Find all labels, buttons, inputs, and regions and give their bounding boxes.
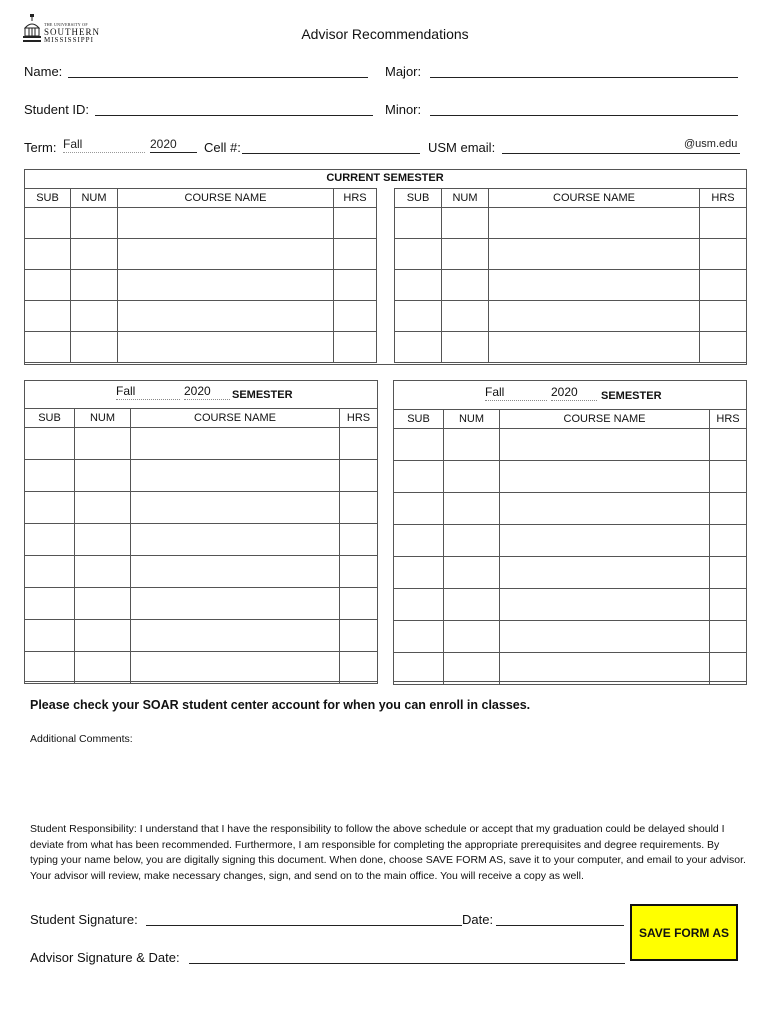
table-row[interactable] [394,525,747,557]
table-row[interactable] [395,239,747,270]
table-row[interactable] [25,208,377,239]
col-sub: SUB [394,410,444,429]
term-label: Term: [24,140,57,155]
advisor-signature-field[interactable] [189,949,625,964]
year-field[interactable]: 2020 [150,137,197,153]
table-row[interactable] [394,589,747,621]
table-row[interactable] [25,428,378,460]
name-field[interactable] [68,63,368,78]
student-id-field[interactable] [95,101,373,116]
comments-field[interactable] [30,750,742,810]
table-row[interactable] [25,652,378,684]
table-row[interactable] [395,332,747,363]
table-row[interactable] [25,524,378,556]
col-course-name: COURSE NAME [489,189,700,208]
responsibility-text: Student Responsibility: I understand that I have the responsibility to follow the above schedule or accept that my graduation could be delayed should I deviate from what has been recommended. Furthermore, I am responsible for completing the appropriate prerequisites and degree requirements. By typing your name below, you are digitally signing this document. When done, choose SAVE FORM AS, save it to your computer, and email to your advisor. Your advisor will review, make necessary changes, sign, and send on to the main office. You will receive a copy as well. [30,823,746,882]
col-sub: SUB [395,189,442,208]
date-label: Date: [462,912,494,927]
col-num: NUM [75,409,131,428]
current-semester-left-table [24,188,377,363]
table-row[interactable] [394,461,747,493]
table-row[interactable] [25,270,377,301]
semester2-word: SEMESTER [232,389,293,401]
current-semester-title: CURRENT SEMESTER [326,172,444,184]
col-hrs: HRS [340,409,378,428]
cell-label: Cell #: [204,140,241,155]
minor-label: Minor: [385,102,422,117]
col-sub: SUB [25,409,75,428]
semester3-word: SEMESTER [601,390,662,402]
save-form-as-button[interactable]: SAVE FORM AS [630,904,738,961]
page-title: Advisor Recommendations [301,26,469,42]
table-row[interactable] [25,588,378,620]
semester3-table [393,409,747,685]
comments-label: Additional Comments: [30,733,133,745]
semester3-year-field[interactable]: 2020 [551,385,597,401]
email-label: USM email: [428,140,496,155]
soar-notice: Please check your SOAR student center account for when you can enroll in classes. [30,698,531,712]
table-row[interactable] [394,493,747,525]
table-row[interactable] [25,492,378,524]
cell-field[interactable] [242,139,420,154]
minor-field[interactable] [430,101,738,116]
table-row[interactable] [394,429,747,461]
logo-line2: SOUTHERN [44,27,101,37]
logo-line1: THE UNIVERSITY OF [44,22,88,27]
logo-line3: MISSISSIPPI [44,36,94,44]
table-row[interactable] [25,332,377,363]
col-hrs: HRS [700,189,747,208]
col-course-name: COURSE NAME [118,189,334,208]
col-hrs: HRS [334,189,377,208]
table-row[interactable] [394,621,747,653]
student-signature-field[interactable] [146,911,462,926]
col-course-name: COURSE NAME [131,409,340,428]
table-row[interactable] [25,239,377,270]
major-label: Major: [385,64,422,79]
table-row[interactable] [25,556,378,588]
email-suffix: @usm.edu [684,138,738,150]
semester2-table [24,408,378,684]
table-row[interactable] [394,557,747,589]
col-num: NUM [71,189,118,208]
table-row[interactable] [25,460,378,492]
col-hrs: HRS [710,410,747,429]
major-field[interactable] [430,63,738,78]
current-semester-right-table [394,188,747,363]
table-row[interactable] [395,301,747,332]
advisor-signature-label: Advisor Signature & Date: [30,950,180,965]
student-id-label: Student ID: [24,102,90,117]
col-sub: SUB [25,189,71,208]
table-row[interactable] [394,653,747,685]
name-label: Name: [24,64,63,79]
col-course-name: COURSE NAME [500,410,710,429]
table-row[interactable] [395,208,747,239]
col-num: NUM [444,410,500,429]
student-signature-label: Student Signature: [30,912,138,927]
semester2-year-field[interactable]: 2020 [184,384,230,400]
table-row[interactable] [25,301,377,332]
table-row[interactable] [25,620,378,652]
date-field[interactable] [496,911,624,926]
table-row[interactable] [395,270,747,301]
term-field[interactable]: Fall [63,137,145,153]
semester3-term-field[interactable]: Fall [485,385,547,401]
semester2-term-field[interactable]: Fall [116,384,180,400]
col-num: NUM [442,189,489,208]
